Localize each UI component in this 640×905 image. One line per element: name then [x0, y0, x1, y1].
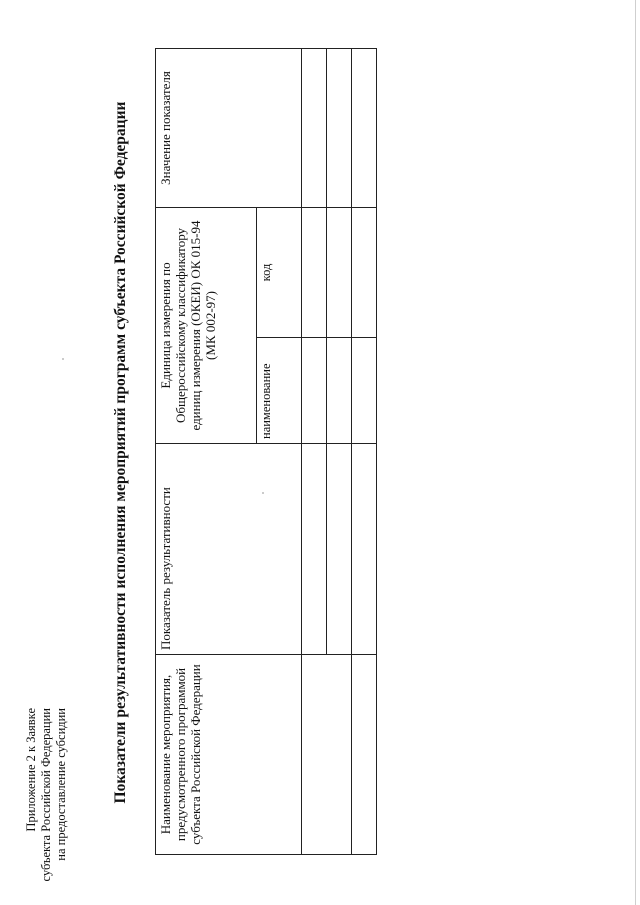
table-cell [352, 444, 377, 655]
table-cell [327, 338, 352, 444]
table-row [352, 49, 377, 855]
header-unit-code: код [257, 208, 302, 338]
table-cell [327, 208, 352, 338]
header-indicator: Показатель результативности [156, 444, 302, 655]
table-cell [327, 49, 352, 208]
table-cell [302, 444, 327, 655]
table-header-row [156, 49, 257, 855]
table-cell [352, 49, 377, 208]
table-cell [327, 444, 352, 655]
header-event-name: Наименование мероприятия, предусмотренного программой субъекта Российской Федерации [156, 655, 302, 855]
indicators-table [155, 48, 377, 855]
table-cell [302, 338, 327, 444]
table-cell [352, 655, 377, 855]
table-cell [302, 208, 327, 338]
annex-line-1: Приложение 2 к Заявке [24, 708, 38, 832]
header-unit: Единица измерения по Общероссийскому классификатору единиц измерения (ОКЕИ) ОК 015-94 (МК 002-97) [156, 208, 257, 444]
annex-line-3: на предоставление субсидии [54, 708, 68, 861]
header-value: Значение показателя [156, 49, 302, 208]
table-cell [352, 208, 377, 338]
table-cell [302, 655, 352, 855]
table-cell [352, 338, 377, 444]
header-unit-name: наименование [257, 338, 302, 444]
table-cell [302, 49, 327, 208]
page-title: Показатели результативности исполнения мероприятий программ субъекта Российской Федерации [112, 101, 129, 804]
table-row [302, 49, 327, 855]
annex-line-2: субъекта Российской Федерации [39, 708, 53, 882]
annex-note [24, 708, 69, 882]
